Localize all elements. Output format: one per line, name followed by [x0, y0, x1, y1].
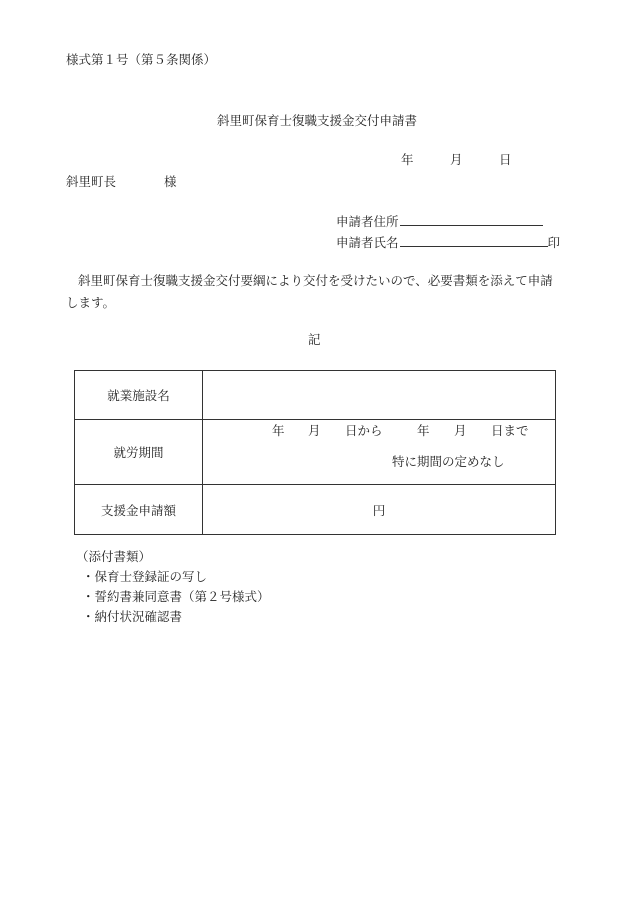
addressee-honorific: 様: [164, 174, 177, 189]
table-row-amount: [75, 485, 556, 535]
amount-cell: [203, 485, 556, 535]
form-number: 様式第１号（第５条関係）: [66, 52, 217, 67]
applicant-address-row: [336, 214, 543, 229]
seal-mark: 印: [547, 235, 561, 250]
period-no-fixed-term: 特に期間の定めなし: [392, 454, 505, 469]
table-row-period: [75, 420, 556, 485]
ki-heading: 記: [308, 332, 321, 347]
facility-label: 就業施設名: [75, 371, 203, 420]
period-cell: [203, 420, 556, 485]
applicant-address-line: [400, 214, 543, 226]
date-month: 月: [450, 152, 463, 167]
applicant-name-label: 申請者氏名: [336, 235, 399, 250]
applicant-name-row: [336, 235, 560, 250]
period-from-month: 月: [308, 423, 321, 438]
document-title: 斜里町保育士復職支援金交付申請書: [217, 113, 418, 128]
period-from-day: 日から: [345, 423, 383, 438]
attachments-heading: （添付書類）: [76, 549, 152, 564]
period-to-day: 日まで: [491, 423, 529, 438]
amount-unit: 円: [372, 502, 386, 518]
date-day: 日: [499, 152, 512, 167]
facility-value: [203, 371, 556, 420]
amount-label: 支援金申請額: [75, 485, 203, 535]
period-from-year: 年: [272, 423, 285, 438]
attachment-item: ・誓約書兼同意書（第２号様式）: [82, 589, 270, 604]
attachment-item: ・納付状況確認書: [82, 609, 183, 624]
application-table: [74, 370, 556, 535]
addressee-name: 斜里町長: [66, 174, 117, 189]
period-label: 就労期間: [75, 420, 203, 485]
applicant-address-label: 申請者住所: [336, 214, 399, 229]
application-statement: 斜里町保育士復職支援金交付要綱により交付を受けたいので、必要書類を添えて申請します。: [66, 273, 553, 310]
period-to-year: 年: [417, 423, 430, 438]
table-row-facility: [75, 371, 556, 420]
attachment-item: ・保育士登録証の写し: [82, 569, 208, 584]
applicant-name-line: [400, 235, 548, 247]
date-year: 年: [401, 152, 414, 167]
period-to-month: 月: [454, 423, 467, 438]
